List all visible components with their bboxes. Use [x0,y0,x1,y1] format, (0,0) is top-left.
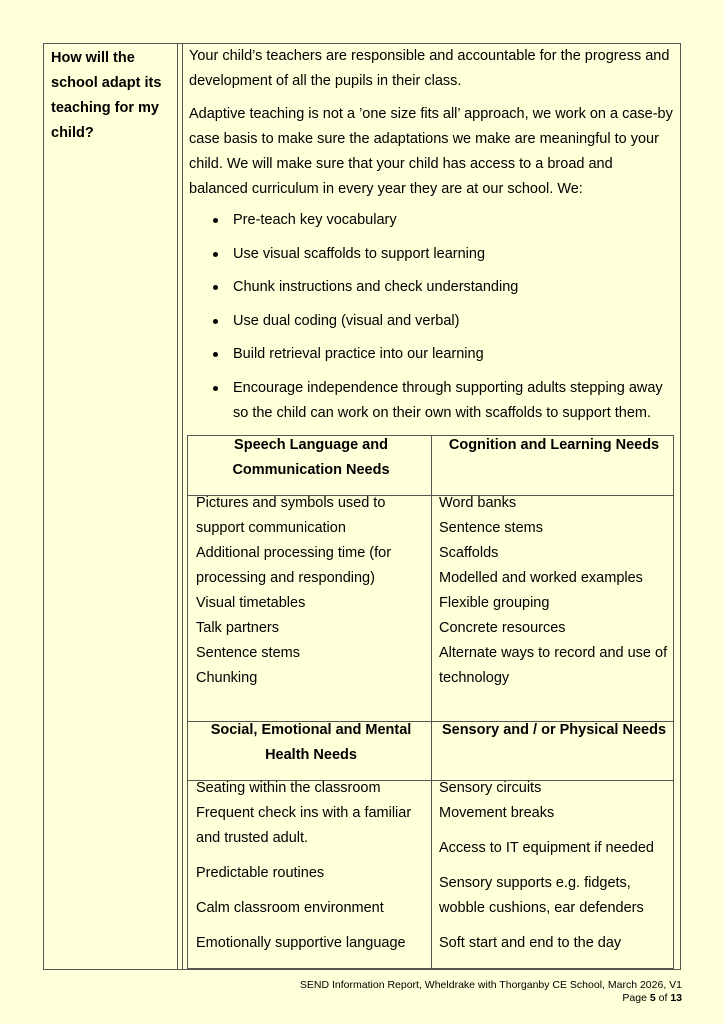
list-item: Modelled and worked examples [439,570,643,586]
list-item: Sensory circuits [439,780,542,796]
strategy-item: Use visual scaffolds to support learning [189,242,674,267]
list-item: Calm classroom environment [196,900,384,916]
sp-heading: Sensory and / or Physical Needs [441,722,667,738]
strategy-item: Encourage independence through supporting adults stepping away so the child can work on their own with scaffolds to support them. [189,376,674,426]
semh-heading: Social, Emotional and Mental Health Needs [210,722,412,763]
cl-list [439,491,671,691]
semh-list [196,776,428,956]
list-item: Frequent check ins with a familiar and trusted adult. [196,805,412,846]
strategy-item: Use dual coding (visual and verbal) [189,309,674,334]
slcn-list [196,491,426,691]
list-item: Scaffolds [439,545,499,561]
list-item: Additional processing time (for processing and responding) [196,545,392,586]
list-item: Emotionally supportive language [196,935,406,951]
bullet-icon [213,319,218,324]
needs-table [187,435,674,969]
list-item: Word banks [439,495,517,511]
intro-paragraph: Your child’s teachers are responsible and accountable for the progress and development of all the pupils in their class. [189,48,670,89]
list-item: Access to IT equipment if needed [439,840,654,856]
strategy-item: Build retrieval practice into our learning [189,342,674,367]
bullet-icon [213,285,218,290]
page-number: Page 5 of 13 [622,992,682,1004]
list-item: Concrete resources [439,620,566,636]
cl-heading: Cognition and Learning Needs [448,437,660,453]
list-item: Sentence stems [439,520,543,536]
slcn-heading: Speech Language and Communication Needs [232,437,390,478]
list-item: Movement breaks [439,805,555,821]
sp-list [439,776,672,956]
bullet-icon [213,252,218,257]
bullet-icon [213,352,218,357]
policy-table [43,43,681,970]
list-item: Pictures and symbols used to support communication [196,495,386,536]
answer-cell [189,44,674,434]
intro-paragraph: Adaptive teaching is not a ’one size fits all’ approach, we work on a case-by case basis to make sure the adaptations we make are meaningful to your child. We will make sure that your child has access to a broad and balanced curriculum in every year they are at our school. We: [189,106,673,197]
list-item: Chunking [196,670,258,686]
list-item: Alternate ways to record and use of technology [439,645,668,686]
list-item: Sentence stems [196,645,300,661]
list-item: Predictable routines [196,865,325,881]
strategy-list [189,208,674,426]
footer-document-title: SEND Information Report, Wheldrake with Thorganby CE School, March 2026, V1 [299,979,682,991]
list-item: Visual timetables [196,595,306,611]
list-item: Soft start and end to the day [439,935,622,951]
question-column-inner [44,44,178,969]
bullet-icon [213,218,218,223]
question-heading: How will the school adapt its teaching for my child? [51,50,162,141]
list-item: Sensory supports e.g. fidgets, wobble cushions, ear defenders [439,875,644,916]
list-item: Flexible grouping [439,595,550,611]
list-item: Seating within the classroom [196,780,381,796]
strategy-item: Pre-teach key vocabulary [189,208,674,233]
list-item: Talk partners [196,620,280,636]
strategy-item: Chunk instructions and check understanding [189,275,674,300]
bullet-icon [213,386,218,391]
needs-table-divider [431,436,432,968]
question-column [44,44,183,969]
page-footer [300,979,682,1005]
